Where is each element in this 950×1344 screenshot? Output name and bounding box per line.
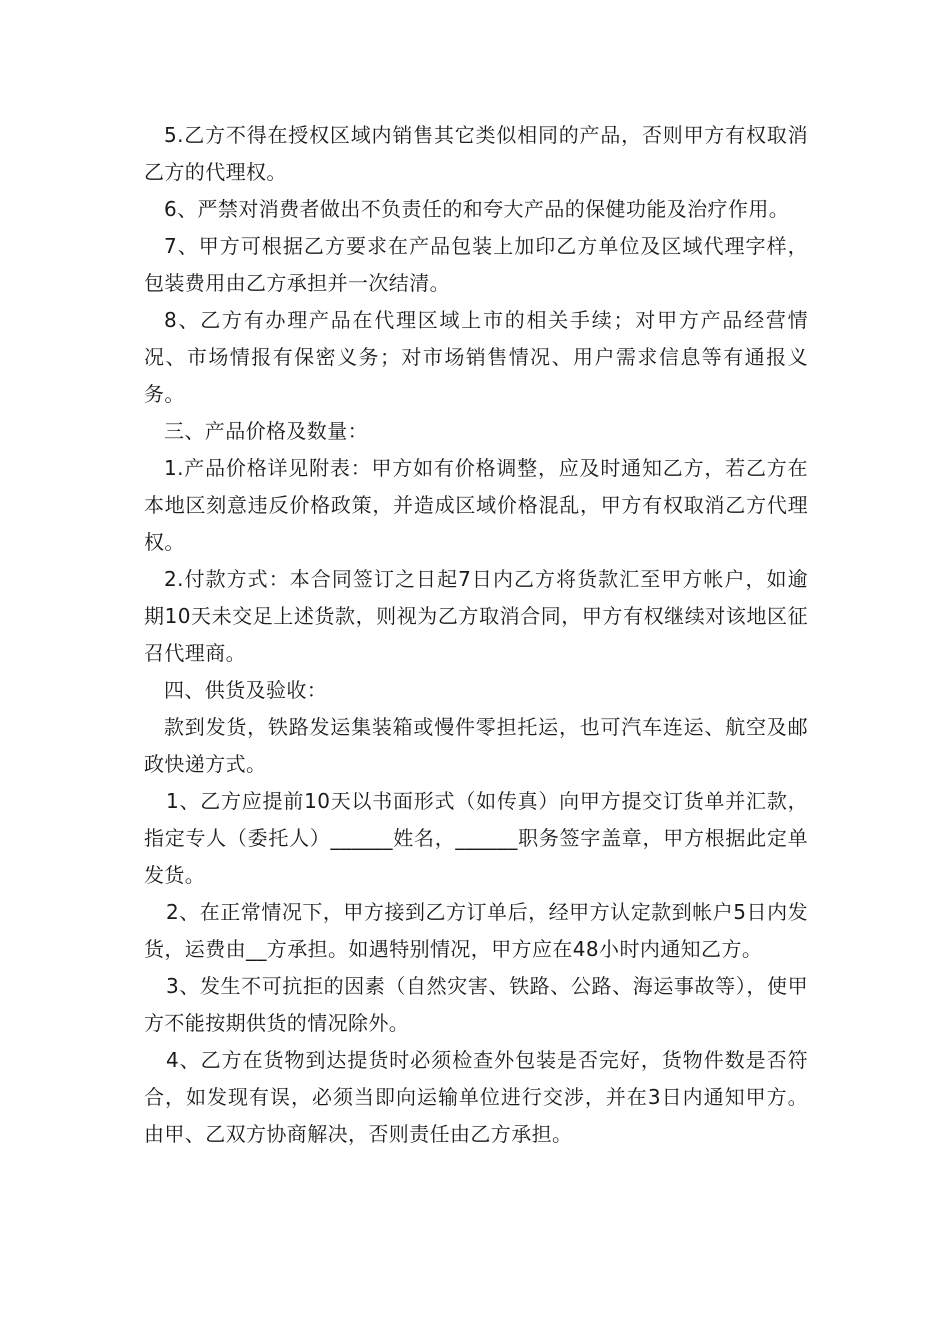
clause-7-paragraph: 7、甲方可根据乙方要求在产品包装上加印乙方单位及区域代理字样，包装费用由乙方承担并一次结清。: [144, 234, 808, 295]
delivery-clause-3-paragraph: 3、发生不可抗拒的因素（自然灾害、铁路、公路、海运事故等），使甲方不能按期供货的情况除外。: [144, 974, 808, 1035]
clause-6-paragraph: 6、严禁对消费者做出不负责任的和夸大产品的保健功能及治疗作用。: [164, 197, 790, 221]
delivery-clause-2-paragraph: 2、在正常情况下，甲方接到乙方订单后，经甲方认定款到帐户5日内发货，运费由__方承担。如遇特别情况，甲方应在48小时内通知乙方。: [144, 900, 808, 961]
section-3-heading: 三、产品价格及数量：: [164, 419, 368, 443]
clause-5-paragraph: 5.乙方不得在授权区域内销售其它类似相同的产品，否则甲方有权取消乙方的代理权。: [144, 123, 808, 184]
delivery-clause-1-paragraph: 1、乙方应提前10天以书面形式（如传真）向甲方提交订货单并汇款，指定专人（委托人）______姓名，______职务签字盖章，甲方根据此定单发货。: [144, 789, 808, 887]
document-body: [144, 117, 808, 1153]
delivery-clause-4-paragraph: 4、乙方在货物到达提货时必须检查外包装是否完好，货物件数是否符合，如发现有误，必须当即向运输单位进行交涉，并在3日内通知甲方。由甲、乙双方协商解决，否则责任由乙方承担。: [144, 1048, 808, 1146]
price-clause-1-paragraph: 1.产品价格详见附表：甲方如有价格调整，应及时通知乙方，若乙方在本地区刻意违反价格政策，并造成区域价格混乱，甲方有权取消乙方代理权。: [144, 456, 808, 554]
payment-clause-2-paragraph: 2.付款方式：本合同签订之日起7日内乙方将货款汇至甲方帐户，如逾期10天未交足上述货款，则视为乙方取消合同，甲方有权继续对该地区征召代理商。: [144, 567, 808, 665]
clause-8-paragraph: 8、乙方有办理产品在代理区域上市的相关手续；对甲方产品经营情况、市场情报有保密义务；对市场销售情况、用户需求信息等有通报义务。: [144, 308, 808, 406]
delivery-intro-paragraph: 款到发货，铁路发运集装箱或慢件零担托运，也可汽车连运、航空及邮政快递方式。: [144, 715, 808, 776]
section-4-heading: 四、供货及验收：: [164, 678, 328, 702]
